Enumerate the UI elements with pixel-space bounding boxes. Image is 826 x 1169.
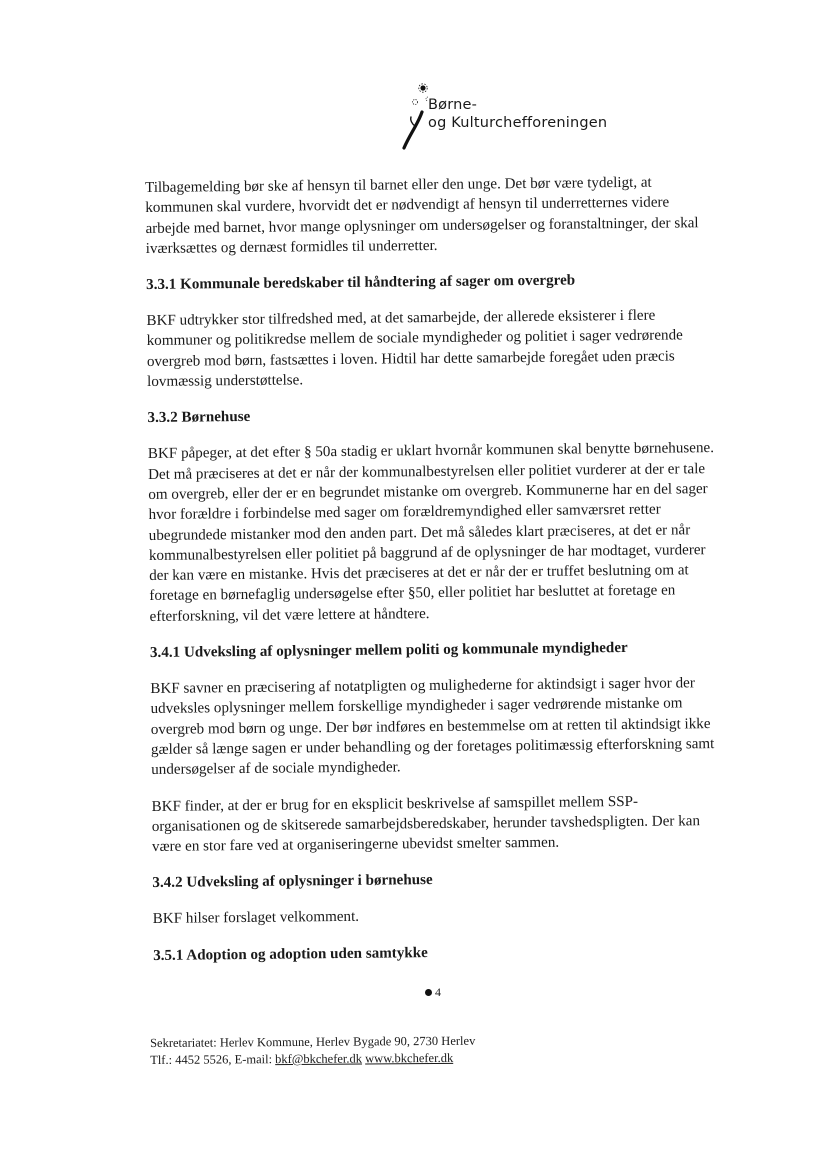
website-link[interactable]: www.bkchefer.dk <box>365 1050 454 1066</box>
footer-address: Sekretariatet: Herlev Kommune, Herlev Bygade 90, 2730 Herlev <box>150 1033 476 1050</box>
paragraph-beredskaber: BKF udtrykker stor tilfredshed med, at det samarbejde, der allerede eksisterer i flere kommuner og politikredse mellem de sociale myndigheder og politiet i sager vedrørende overgreb mod børn, fastsættes i loven. Hidtil har dette samarbejde foregået uden præcis lovmæssig understøttelse. <box>146 307 683 391</box>
paragraph-velkomment: BKF hilser forslaget velkomment. <box>152 909 360 928</box>
bullet-icon <box>425 989 432 996</box>
footer <box>150 1033 475 1069</box>
paragraph-boernehuse: BKF påpeger, at det efter § 50a stadig er uklart hvornår kommunen skal benytte børnehusene. Det må præciseres at det er når der kommunalbestyrelsen eller politiet vurderer at der er tale om overgreb, eller der er en begrundet mistanke om overgreb. Kommunerne har en del sager hvor forældre i forbindelse med sager om forældremyndighed eller samværsret retter ubegrundede mistanker mod den anden part. Det må således klart præciseres, at det er når kommunalbestyrelsen eller politiet på baggrund af de oplysninger de har modtaget, vurderer der kan være en mistanke. Hvis det præciseres at det er når der er truffet beslutning om at foretage en børnefaglig undersøgelse efter §50, eller politiet har besluttet at foretage en efterforskning, vil det være lettere at håndtere. <box>147 440 715 625</box>
heading-3-4-2: 3.4.2 Udveksling af oplysninger i børnehuse <box>152 872 433 892</box>
heading-3-3-2: 3.3.2 Børnehuse <box>147 409 251 427</box>
footer-phone: Tlf.: 4452 5526, E-mail: <box>150 1052 276 1067</box>
heading-3-3-1: 3.3.1 Kommunale beredskaber til håndtering af sager om overgreb <box>146 272 576 294</box>
logo-wordmark <box>428 96 607 132</box>
heading-3-4-1: 3.4.1 Udveksling af oplysninger mellem politi og kommunale myndigheder <box>149 640 628 662</box>
organization-logo <box>398 82 638 152</box>
logo-line-1: Børne- <box>428 97 478 113</box>
heading-3-5-1: 3.5.1 Adoption og adoption uden samtykke <box>153 944 428 964</box>
document-body <box>145 172 725 966</box>
email-link[interactable]: bkf@bkchefer.dk <box>275 1051 363 1067</box>
paragraph-tilbagemelding: Tilbagemelding bør ske af hensyn til barnet eller den unge. Det bør være tydeligt, at kommunen skal vurdere, hvorvidt det er nødvendigt af hensyn til underretternes videre arbejde med barnet, hvor mange oplysninger om undersøgelser og foranstaltninger, der skal iværksættes og dernæst formidles til underretter. <box>145 174 699 257</box>
paragraph-notatpligt: BKF savner en præcisering af notatpligten og mulighederne for aktindsigt i sager hvor der udveksles oplysninger mellem forskellige myndigheder i sager vedrørende mistanke om overgreb mod børn og unge. Der bør indføres en bestemmelse om at retten til aktindsigt ikke gælder så længe sagen er under behandling og der foretages politimæssig efterforskning samt undersøgelser af de sociale myndigheder. <box>150 675 715 779</box>
page-number-text: 4 <box>435 985 441 999</box>
logo-line-2: og Kulturchefforeningen <box>428 115 608 131</box>
flower-logo-icon <box>398 82 428 152</box>
page-number <box>425 985 441 1000</box>
footer-contact <box>150 1050 475 1069</box>
paragraph-ssp: BKF finder, at der er brug for en eksplicit beskrivelse af samspillet mellem SSP-organisationen og de skitserede samarbejdsberedskaber, herunder tavshedspligten. Der kan være en stor fare ved at organiseringerne ubevidst smelter sammen. <box>151 793 701 856</box>
